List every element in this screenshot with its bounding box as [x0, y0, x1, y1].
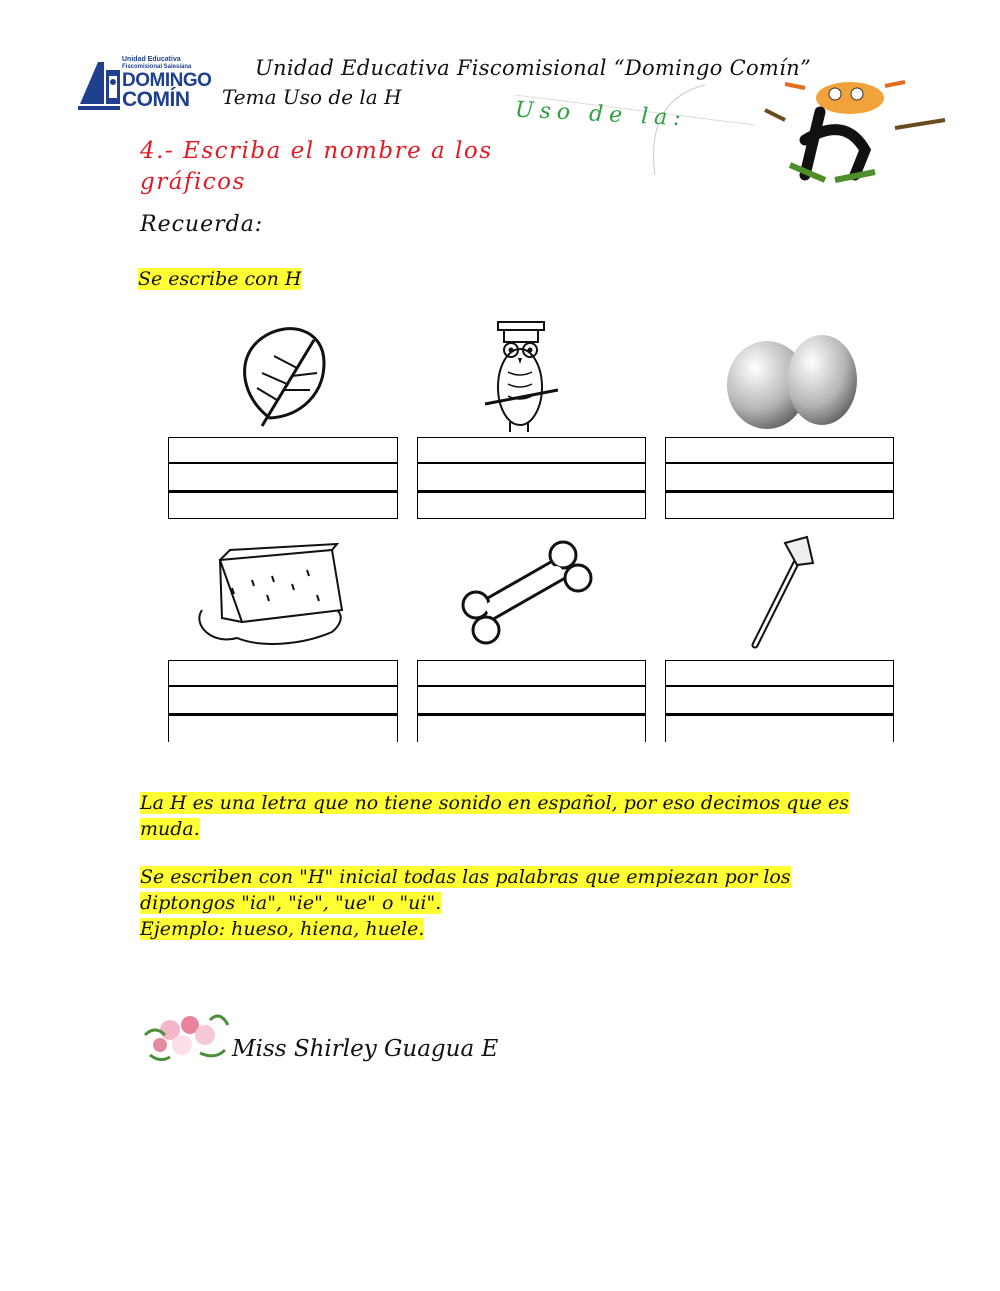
- exercise-instruction: 4.- Escriba el nombre a los gráficos: [140, 138, 493, 195]
- logo-line1: Unidad Educativa: [122, 56, 181, 63]
- answer-lines[interactable]: [168, 437, 398, 519]
- answer-lines[interactable]: [168, 660, 398, 742]
- note-h-muda: [140, 790, 860, 842]
- note-h-muda-text: La H es una letra que no tiene sonido en español, por eso decimos que es muda.: [140, 792, 849, 840]
- note-example-text: Ejemplo: hueso, hiena, huele.: [140, 918, 425, 940]
- logo-line3: DOMINGO: [122, 70, 212, 91]
- answer-lines[interactable]: [665, 437, 894, 519]
- axe-icon: [745, 535, 815, 650]
- leaf-icon: [232, 318, 332, 428]
- note-diptongos: [140, 864, 860, 942]
- logo-line4: COMÍN: [122, 88, 190, 111]
- eggs-icon: [722, 330, 862, 430]
- rule-label: Se escribe con H: [138, 268, 302, 290]
- school-name: Unidad Educativa Fiscomisional “Domingo Comín”: [255, 56, 812, 80]
- recuerda-heading: Recuerda:: [140, 212, 264, 237]
- bone-icon: [458, 540, 598, 660]
- answer-lines[interactable]: [417, 437, 646, 519]
- teacher-signature: Miss Shirley Guagua E: [232, 1036, 499, 1062]
- school-logo-icon: [76, 56, 122, 112]
- owl-icon: [470, 312, 570, 437]
- answer-lines[interactable]: [417, 660, 646, 742]
- topic-title: Tema Uso de la H: [222, 85, 402, 109]
- banner-text: Uso de la:: [514, 97, 688, 132]
- topic-banner: [505, 80, 955, 188]
- logo-line2: Fiscomisional Salesiana: [122, 64, 192, 70]
- banner-illustration: [505, 80, 955, 188]
- note-diptongos-text: Se escriben con "H" inicial todas las palabras que empiezan por los diptongos "ia", "ie", "ue" o "ui".: [140, 866, 791, 914]
- ice-block-icon: [192, 540, 352, 650]
- answer-lines[interactable]: [665, 660, 894, 742]
- flowers-icon: [140, 1005, 230, 1065]
- school-logo: [76, 56, 226, 112]
